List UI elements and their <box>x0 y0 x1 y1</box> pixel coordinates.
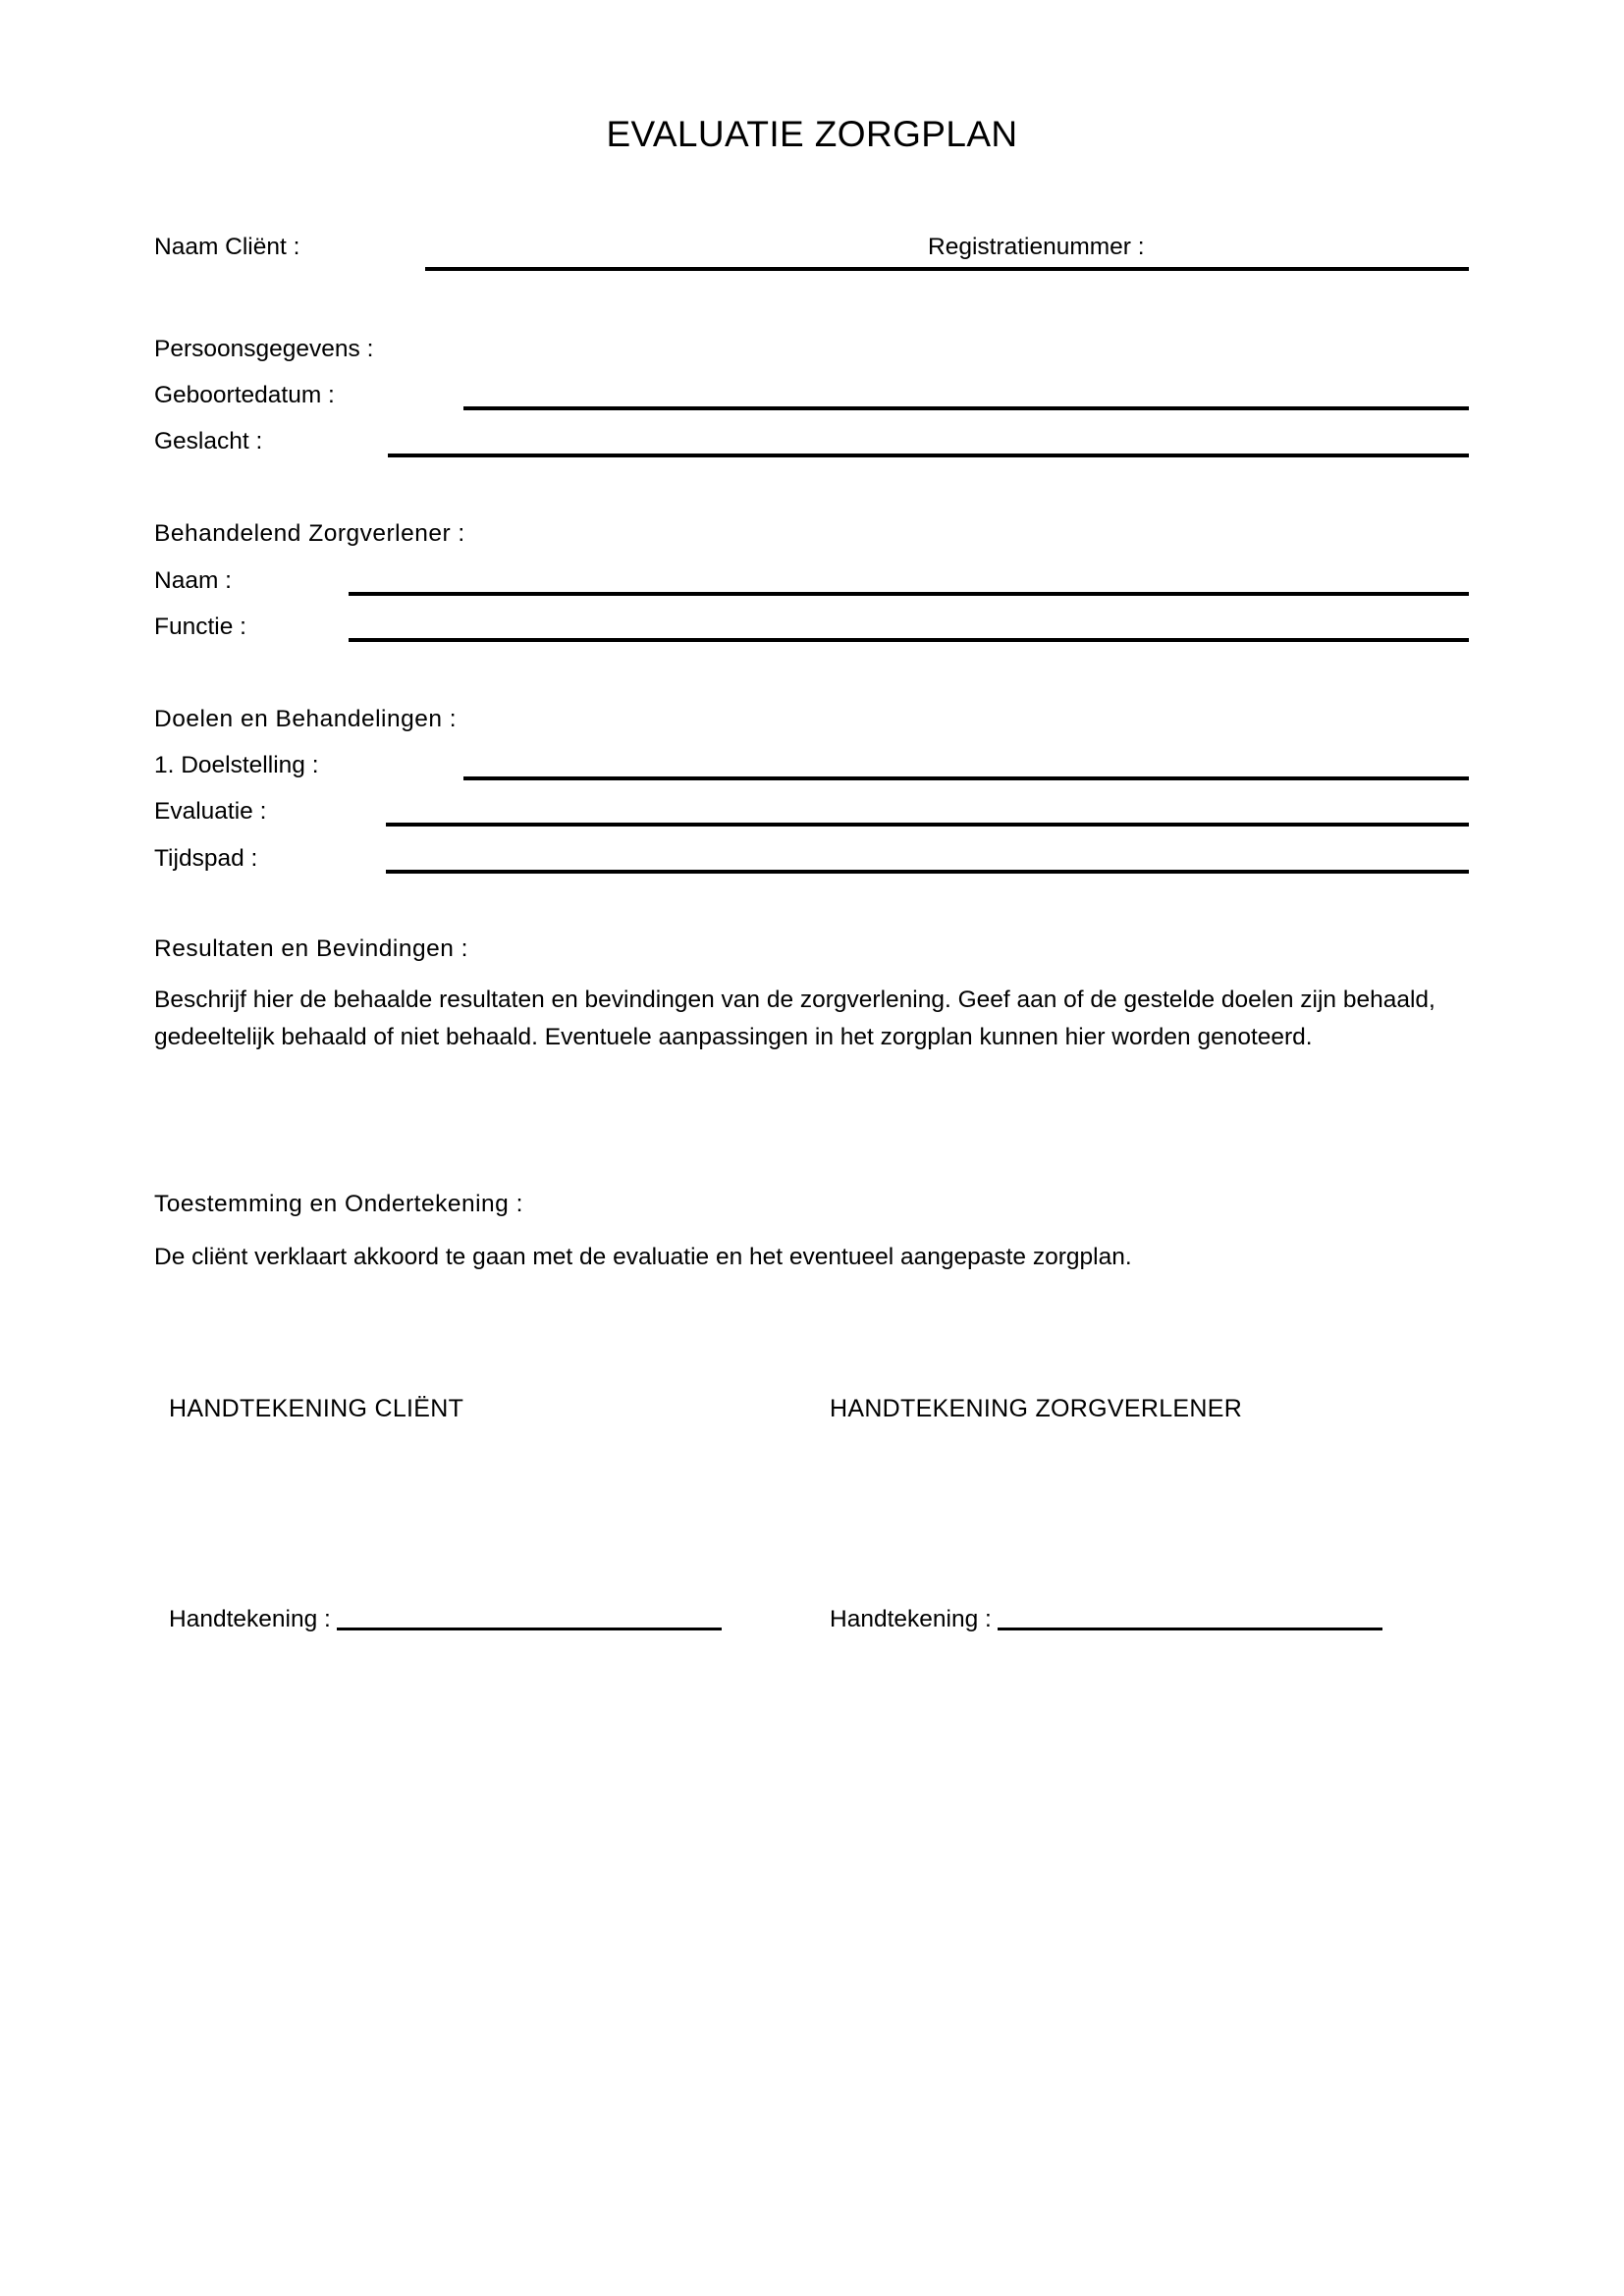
label-tijdspad: Tijdspad : <box>154 845 258 872</box>
signature-field-client[interactable] <box>169 1608 722 1632</box>
field-line-zorgverlener-functie[interactable] <box>349 638 1469 642</box>
label-zorgverlener-naam: Naam : <box>154 567 232 594</box>
signature-blank-zorgverlener[interactable] <box>998 1628 1382 1630</box>
signature-heading-client: HANDTEKENING CLIËNT <box>169 1395 464 1422</box>
results-body-text: Beschrijf hier de behaalde resultaten en bevindingen van de zorgverlening. Geef aan of de gestelde doelen zijn behaald, gedeeltelijk behaald of niet behaald. Eventuele aanpassingen in het zorgplan kunnen hier worden genoteerd. <box>154 987 1435 1050</box>
label-doelstelling: 1. Doelstelling : <box>154 752 319 778</box>
page-title: EVALUATIE ZORGPLAN <box>606 114 1018 154</box>
signature-label-client: Handtekening : <box>169 1606 331 1632</box>
field-line-zorgverlener-naam[interactable] <box>349 592 1469 596</box>
label-geboortedatum: Geboortedatum : <box>154 382 335 408</box>
section-label-resultaten-bevindingen: Resultaten en Bevindingen : <box>154 935 468 962</box>
field-line-tijdspad[interactable] <box>386 870 1469 874</box>
label-registratienummer: Registratienummer : <box>928 234 1145 260</box>
label-geslacht: Geslacht : <box>154 428 263 454</box>
consent-body-text: De cliënt verklaart akkoord te gaan met de evaluatie en het eventueel aangepaste zorgplan. <box>154 1244 1132 1270</box>
signature-blank-client[interactable] <box>337 1628 722 1630</box>
section-label-behandelend-zorgverlener: Behandelend Zorgverlener : <box>154 520 465 547</box>
label-naam-client: Naam Cliënt : <box>154 234 300 260</box>
signature-heading-zorgverlener: HANDTEKENING ZORGVERLENER <box>830 1395 1243 1422</box>
field-line-naam-client[interactable] <box>425 267 1469 271</box>
signature-label-zorgverlener: Handtekening : <box>830 1606 992 1632</box>
label-zorgverlener-functie: Functie : <box>154 614 246 640</box>
signature-field-zorgverlener[interactable] <box>830 1608 1382 1632</box>
section-label-persoonsgegevens: Persoonsgegevens : <box>154 336 374 362</box>
field-line-evaluatie[interactable] <box>386 823 1469 827</box>
field-line-geboortedatum[interactable] <box>463 406 1469 410</box>
field-line-doelstelling[interactable] <box>463 776 1469 780</box>
field-line-geslacht[interactable] <box>388 454 1469 457</box>
label-evaluatie: Evaluatie : <box>154 798 267 825</box>
section-label-toestemming-ondertekening: Toestemming en Ondertekening : <box>154 1191 523 1217</box>
section-label-doelen-behandelingen: Doelen en Behandelingen : <box>154 706 458 732</box>
